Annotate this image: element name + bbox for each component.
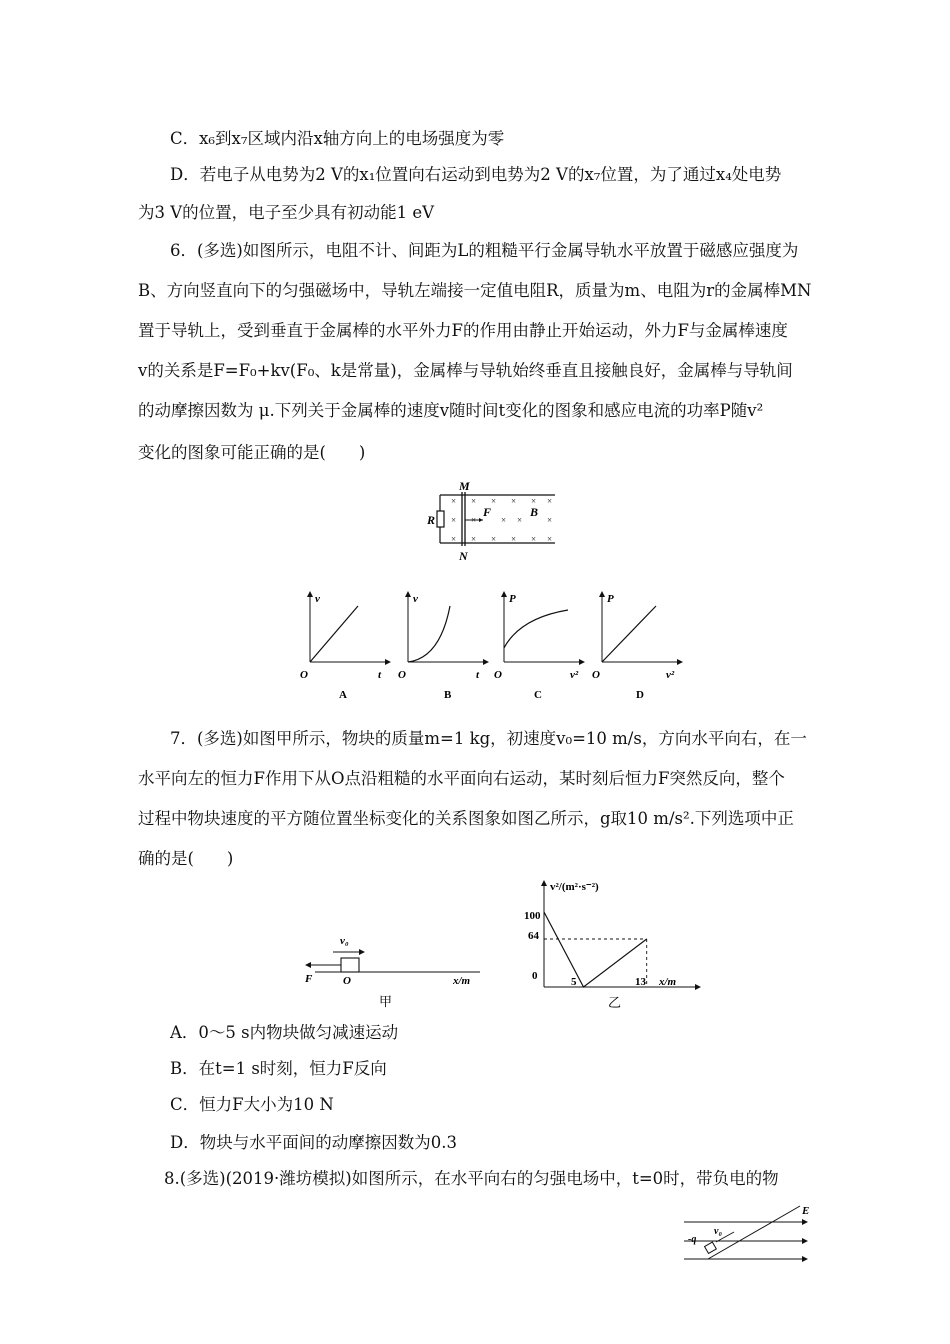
label-e: E bbox=[802, 1205, 810, 1217]
q8-figure bbox=[678, 1202, 818, 1268]
svg-text:×: × bbox=[501, 515, 507, 525]
q5-option-c: C．x₆到x₇区域内沿x轴方向上的电场强度为零 bbox=[170, 129, 505, 148]
graph-c-curve bbox=[504, 610, 568, 648]
q8-stem-line1: 8.(多选)(2019·潍坊模拟)如图所示，在水平向右的匀强电场中，t=0时，带负电的物 bbox=[164, 1169, 779, 1188]
svg-text:O: O bbox=[343, 975, 351, 987]
q6-stem-line6: 变化的图象可能正确的是( ) bbox=[138, 443, 366, 462]
q5-option-d-line1: D．若电子从电势为2 V的x₁位置向右运动到电势为2 V的x₇位置，为了通过x₄处电势 bbox=[170, 165, 782, 184]
graph-b bbox=[398, 592, 488, 701]
q7-option-d: D．物块与水平面间的动摩擦因数为0.3 bbox=[170, 1133, 457, 1152]
yi-ytick-0: 0 bbox=[532, 970, 538, 982]
svg-text:v²: v² bbox=[666, 669, 675, 681]
svg-text:×: × bbox=[531, 534, 537, 544]
svg-text:×: × bbox=[511, 534, 517, 544]
block bbox=[341, 958, 359, 972]
svg-text:×: × bbox=[471, 534, 477, 544]
svg-text:×: × bbox=[511, 496, 517, 506]
svg-text:×: × bbox=[491, 534, 497, 544]
label-f: F bbox=[483, 505, 492, 519]
caption-jia: 甲 bbox=[379, 994, 393, 1009]
q7-stem-line2: 水平向左的恒力F作用下从O点沿粗糙的水平面向右运动，某时刻后恒力F突然反向，整个 bbox=[138, 769, 785, 788]
label-b: B bbox=[530, 505, 539, 519]
svg-text:×: × bbox=[531, 496, 537, 506]
svg-text:×: × bbox=[517, 515, 523, 525]
yi-ylabel: v²/(m²·s⁻²) bbox=[550, 881, 599, 893]
svg-text:O: O bbox=[398, 669, 406, 681]
svg-text:×: × bbox=[547, 515, 553, 525]
label-f-jia: F bbox=[305, 973, 313, 985]
q6-stem-line3: 置于导轨上，受到垂直于金属棒的水平外力F的作用由静止开始运动，外力F与金属棒速度 bbox=[138, 321, 788, 340]
q6-stem-line5: 的动摩擦因数为 μ.下列关于金属棒的速度v随时间t变化的图象和感应电流的功率P随v² bbox=[138, 401, 764, 420]
charged-block bbox=[705, 1242, 717, 1253]
label-v0-q8: v₀ bbox=[714, 1226, 722, 1237]
svg-text:×: × bbox=[471, 496, 477, 506]
yi-xtick-13: 13 bbox=[635, 976, 646, 988]
svg-text:O: O bbox=[592, 669, 600, 681]
svg-text:×: × bbox=[451, 496, 457, 506]
q7-stem-line4: 确的是( ) bbox=[138, 849, 234, 868]
svg-text:v: v bbox=[413, 593, 418, 605]
svg-text:×: × bbox=[491, 496, 497, 506]
graph-d-letter: D bbox=[636, 689, 644, 701]
q6-stem-line2: B、方向竖直向下的匀强磁场中，导轨左端接一定值电阻R，质量为m、电阻为r的金属棒MN bbox=[138, 281, 812, 300]
caption-yi: 乙 bbox=[608, 995, 622, 1010]
svg-text:v: v bbox=[315, 593, 320, 605]
resistor-r bbox=[437, 511, 444, 527]
svg-text:×: × bbox=[471, 515, 477, 525]
yi-ytick-100: 100 bbox=[524, 910, 541, 922]
svg-text:P: P bbox=[509, 593, 516, 605]
label-v0: v₀ bbox=[340, 935, 349, 947]
svg-text:O: O bbox=[300, 669, 308, 681]
q7-figure-jia bbox=[295, 930, 490, 1010]
svg-text:×: × bbox=[547, 496, 553, 506]
graph-d bbox=[592, 592, 682, 701]
label-q: -q bbox=[688, 1234, 697, 1245]
svg-text:O: O bbox=[494, 669, 502, 681]
yi-ytick-64: 64 bbox=[528, 930, 539, 942]
graph-a bbox=[300, 592, 390, 701]
svg-text:P: P bbox=[607, 593, 614, 605]
graph-b-curve bbox=[408, 606, 450, 662]
graph-d-curve bbox=[602, 606, 656, 662]
graph-c bbox=[494, 592, 584, 701]
graph-a-curve bbox=[310, 606, 358, 662]
q6-graph-options bbox=[290, 586, 690, 704]
q6-circuit-figure bbox=[425, 478, 565, 564]
label-m: M bbox=[459, 479, 470, 493]
label-n: N bbox=[459, 549, 468, 563]
yi-xlabel: x/m bbox=[659, 976, 677, 988]
graph-c-letter: C bbox=[534, 689, 542, 701]
label-r: R bbox=[427, 513, 436, 527]
svg-text:×: × bbox=[451, 534, 457, 544]
yi-data-line bbox=[544, 912, 647, 987]
svg-text:×: × bbox=[547, 534, 553, 544]
svg-text:v²: v² bbox=[570, 669, 579, 681]
q5-option-d-line2: 为3 V的位置，电子至少具有初动能1 eV bbox=[138, 203, 435, 222]
q6-stem-line1: 6．(多选)如图所示，电阻不计、间距为L的粗糙平行金属导轨水平放置于磁感应强度为 bbox=[170, 241, 799, 260]
yi-xtick-5: 5 bbox=[571, 976, 577, 988]
q6-stem-line4: v的关系是F=F₀+kv(F₀、k是常量)，金属棒与导轨始终垂直且接触良好，金属棒与导轨间 bbox=[138, 361, 793, 380]
q7-option-b: B．在t=1 s时刻，恒力F反向 bbox=[170, 1059, 387, 1078]
q7-figure-yi bbox=[522, 875, 722, 1015]
graph-a-letter: A bbox=[339, 689, 347, 701]
q7-stem-line3: 过程中物块速度的平方随位置坐标变化的关系图象如图乙所示，g取10 m/s².下列选项中正 bbox=[138, 809, 794, 828]
svg-text:×: × bbox=[451, 515, 457, 525]
q7-stem-line1: 7．(多选)如图甲所示，物块的质量m=1 kg，初速度v₀=10 m/s，方向水平向右，在一 bbox=[170, 729, 807, 748]
svg-text:t: t bbox=[378, 669, 382, 681]
q7-option-a: A．0～5 s内物块做匀减速运动 bbox=[170, 1023, 399, 1042]
svg-text:x/m: x/m bbox=[453, 975, 471, 987]
graph-b-letter: B bbox=[444, 689, 452, 701]
q7-option-c: C．恒力F大小为10 N bbox=[170, 1095, 334, 1114]
svg-text:t: t bbox=[476, 669, 480, 681]
